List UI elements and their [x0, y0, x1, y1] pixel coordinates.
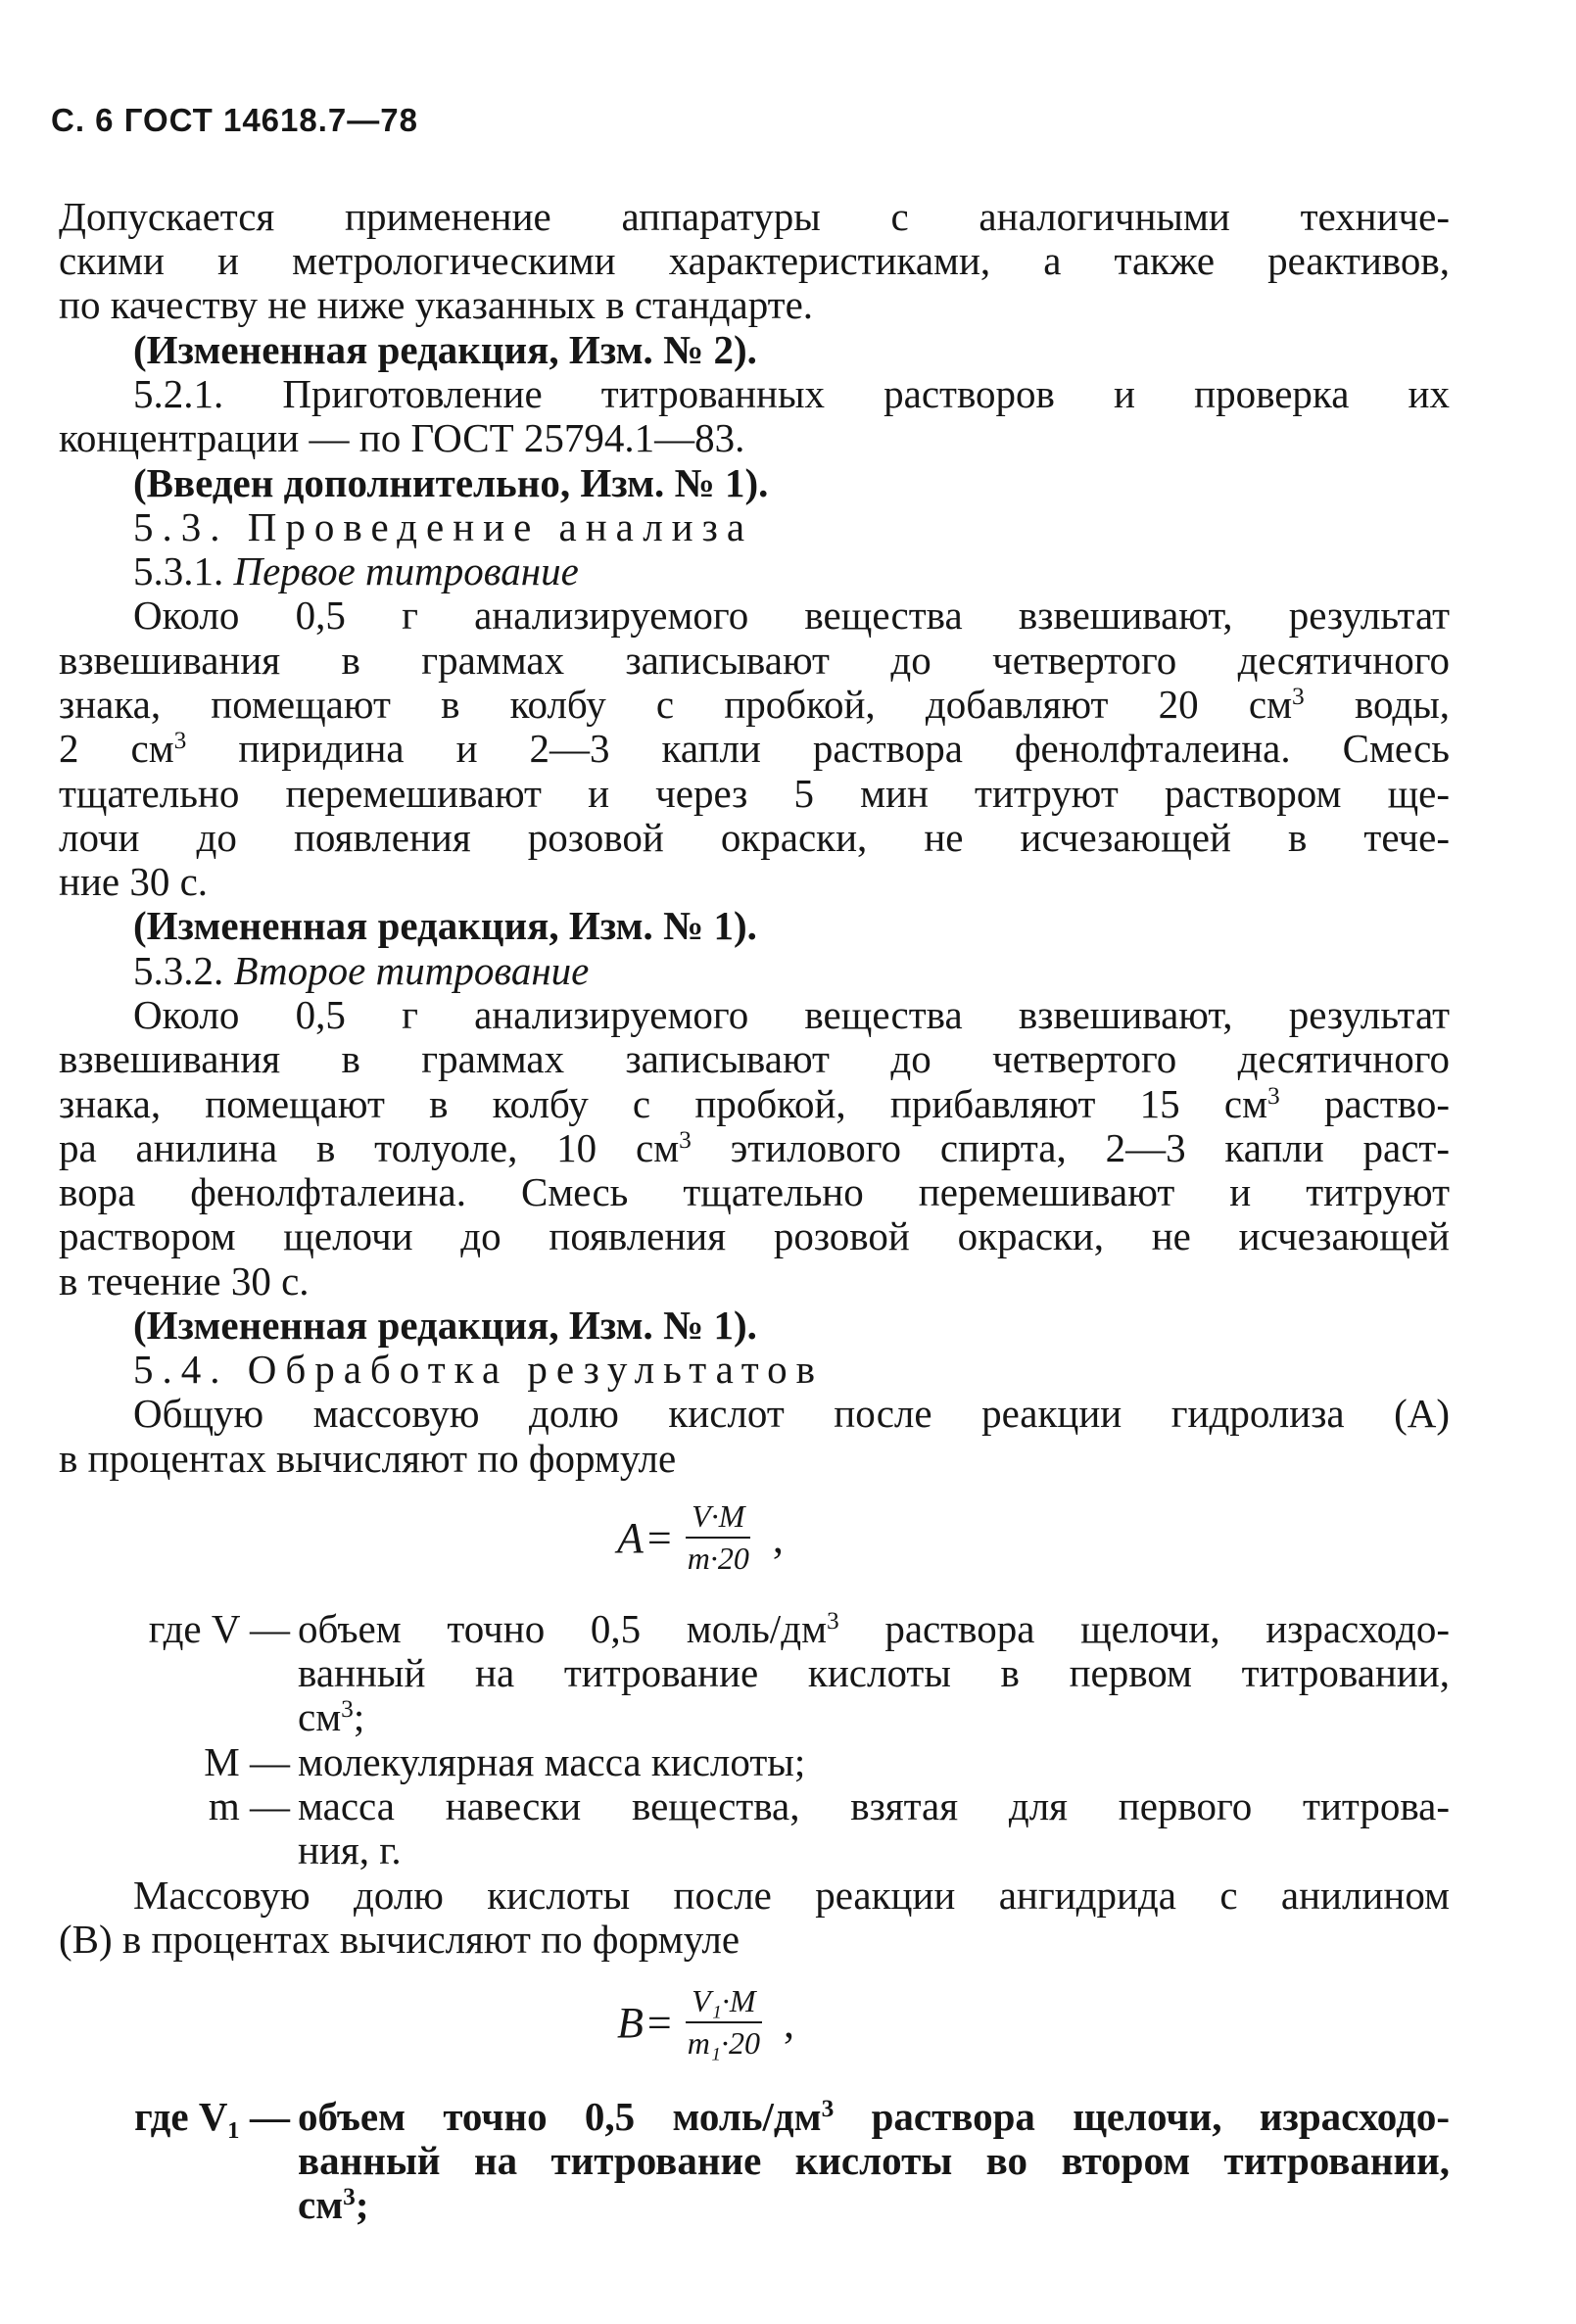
formula-a — [617, 1498, 784, 1577]
superscript: 3 — [341, 1695, 354, 1724]
section-5-2-1: 5.2.1. Приготовление титрованных растворов и проверка их — [133, 371, 1450, 416]
text-line: лочи до появления розовой окраски, не исчезающей в тече- — [59, 815, 1450, 860]
formula-lhs: A — [617, 1513, 644, 1562]
text-part: ра анилина в толуоле, 10 см — [59, 1125, 680, 1170]
formula-equals: = — [646, 1513, 672, 1562]
definition-label-v: где V — — [148, 1606, 290, 1651]
definition-label-m: M — — [204, 1739, 290, 1784]
text-line: тщательно перемешивают и через 5 мин титруют раствором ще- — [59, 771, 1450, 816]
superscript: 3 — [343, 2183, 356, 2211]
section-5-3-2 — [133, 948, 1450, 993]
text-part: объем точно 0,5 моль/дм — [298, 2094, 822, 2139]
text-part: ; — [355, 2182, 369, 2227]
superscript: 3 — [827, 1607, 839, 1636]
formula-numerator: V·M — [686, 1498, 750, 1539]
superscript: 3 — [173, 727, 187, 755]
definition-text — [298, 2182, 368, 2227]
formula-fraction — [682, 1498, 755, 1577]
text-part: этилового спирта, 2—3 капли раст- — [691, 1125, 1450, 1170]
text-line — [59, 1081, 1450, 1126]
superscript: 3 — [679, 1126, 692, 1155]
text-line: вора фенолфталеина. Смесь тщательно перемешивают и титруют — [59, 1169, 1450, 1214]
definition-label-v1: где V₁ — — [134, 2094, 290, 2139]
superscript: 3 — [821, 2095, 835, 2123]
text-part: знака, помещают в колбу с пробкой, добавляют 20 см — [59, 682, 1293, 727]
text-line — [59, 1125, 1450, 1170]
text-line: по качеству не ниже указанных в стандарте. — [59, 282, 814, 327]
definition-text — [298, 2094, 1450, 2139]
formula-denominator: m·20 — [687, 1541, 749, 1576]
section-number: 5.3.1. — [133, 548, 234, 593]
text-line: концентрации — по ГОСТ 25794.1—83. — [59, 415, 745, 460]
formula-lhs: B — [617, 1998, 644, 2047]
section-number: 5.3.2. — [133, 948, 234, 993]
text-line — [59, 682, 1450, 727]
superscript: 3 — [1267, 1082, 1280, 1111]
text-line: (B) в процентах вычисляют по формуле — [59, 1917, 740, 1962]
text-line: Общую массовую долю кислот после реакции гидролиза (A) — [133, 1391, 1450, 1436]
amendment-note: (Измененная редакция, Изм. № 1). — [133, 1303, 757, 1348]
text-part: знака, помещают в колбу с пробкой, прибавляют 15 см — [59, 1081, 1268, 1126]
text-part: 2 см — [59, 726, 174, 771]
definition-text — [298, 1606, 1450, 1651]
text-line — [59, 726, 1450, 771]
text-line: Около 0,5 г анализируемого вещества взвешивают, результат — [133, 992, 1450, 1037]
text-line: в процентах вычисляют по формуле — [59, 1436, 677, 1481]
definition-text: ванный на титрование кислоты во втором титровании, — [298, 2138, 1450, 2183]
section-heading-5-3: 5.3. Проведение анализа — [133, 504, 754, 549]
section-title: Первое титрование — [233, 548, 579, 593]
formula-b — [617, 1983, 794, 2062]
definition-text: масса навески вещества, взятая для первого титрова- — [298, 1783, 1450, 1828]
formula-denominator: m₁·20 — [687, 2025, 760, 2061]
formula-fraction — [682, 1983, 766, 2062]
formula-comma: , — [783, 1998, 794, 2047]
text-line: в течение 30 с. — [59, 1258, 310, 1304]
text-part: объем точно 0,5 моль/дм — [298, 1606, 828, 1651]
text-line: Массовую долю кислоты после реакции ангидрида с анилином — [133, 1873, 1450, 1918]
amendment-note: (Введен дополнительно, Изм. № 1). — [133, 460, 769, 505]
text-line: раствором щелочи до появления розовой окраски, не исчезающей — [59, 1213, 1450, 1258]
text-part: воды, — [1304, 682, 1451, 727]
definition-text — [298, 1694, 364, 1739]
text-part: раствора щелочи, израсходо- — [834, 2094, 1450, 2139]
formula-equals: = — [646, 1998, 672, 2047]
text-part: см — [298, 2182, 344, 2227]
definition-text: ния, г. — [298, 1827, 402, 1873]
amendment-note: (Измененная редакция, Изм. № 1). — [133, 903, 757, 948]
superscript: 3 — [1292, 683, 1305, 711]
text-part: пиридина и 2—3 капли раствора фенолфталеина. Смесь — [186, 726, 1451, 771]
text-part: раство- — [1279, 1081, 1450, 1126]
text-line: скими и метрологическими характеристиками, а также реактивов, — [59, 238, 1450, 283]
amendment-note: (Измененная редакция, Изм. № 2). — [133, 327, 757, 372]
text-line: взвешивания в граммах записывают до четвертого десятичного — [59, 638, 1450, 683]
text-line: Около 0,5 г анализируемого вещества взвешивают, результат — [133, 593, 1450, 638]
text-line: ние 30 с. — [59, 859, 209, 904]
formula-comma: , — [772, 1513, 784, 1562]
section-heading-5-4: 5.4. Обработка результатов — [133, 1347, 825, 1392]
text-part: ; — [353, 1694, 365, 1739]
text-line: Допускается применение аппаратуры с аналогичными техниче- — [59, 194, 1450, 239]
text-part: см — [298, 1694, 342, 1739]
section-title: Второе титрование — [233, 948, 590, 993]
text-line: взвешивания в граммах записывают до четвертого десятичного — [59, 1036, 1450, 1081]
definition-text: ванный на титрование кислоты в первом титровании, — [298, 1650, 1450, 1695]
section-5-3-1 — [133, 548, 1450, 593]
text-part: раствора щелочи, израсходо- — [838, 1606, 1450, 1651]
page-header: С. 6 ГОСТ 14618.7—78 — [51, 102, 418, 138]
definition-text: молекулярная масса кислоты; — [298, 1739, 806, 1784]
formula-numerator: V₁·M — [686, 1983, 761, 2023]
definition-label-m-small: m — — [208, 1783, 290, 1828]
